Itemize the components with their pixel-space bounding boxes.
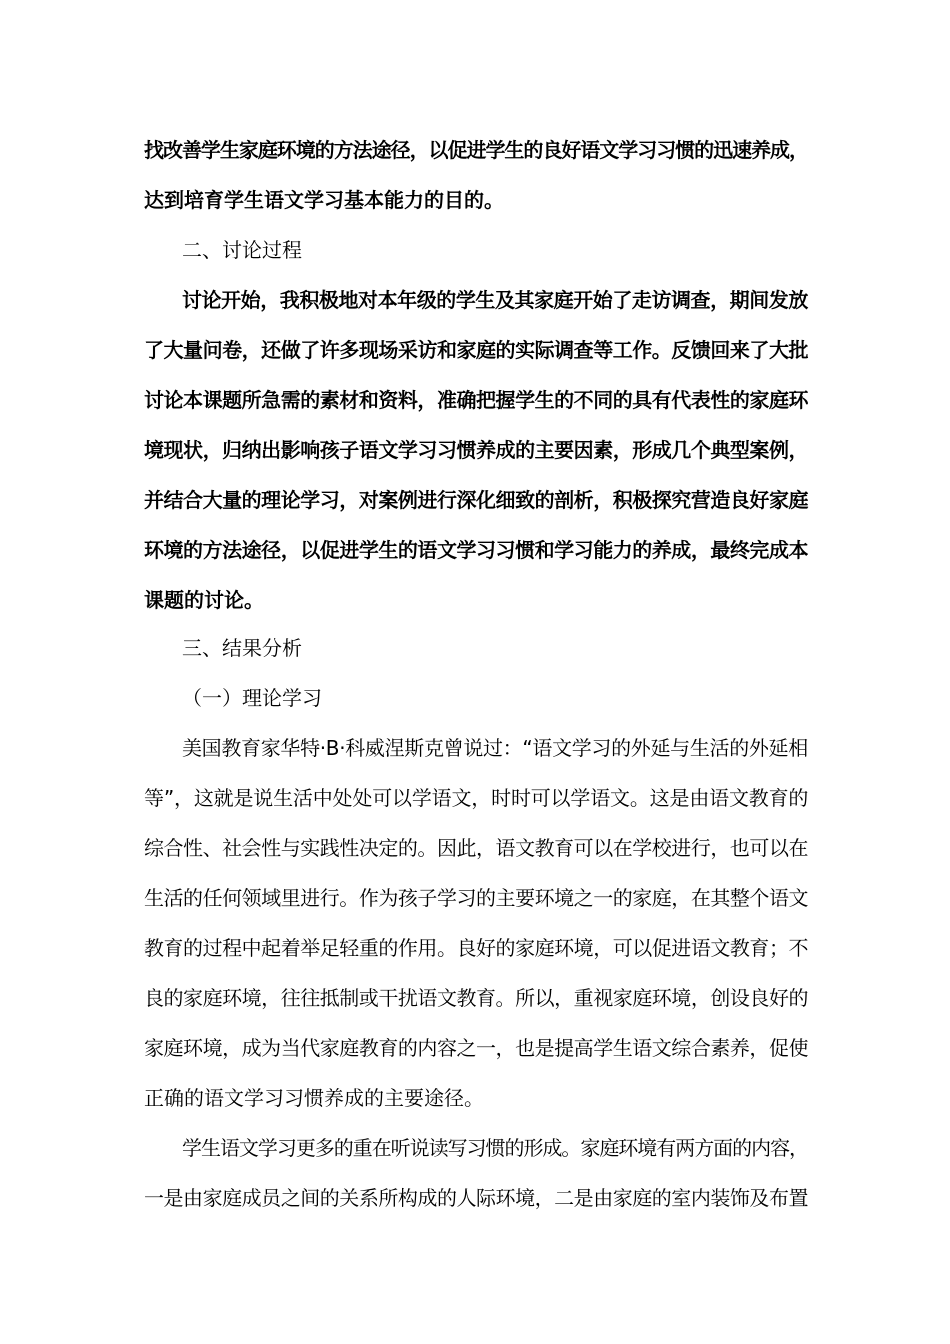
paragraph-line: 正确的语文学习习惯养成的主要途径。	[144, 1086, 484, 1110]
paragraph-line: 境现状，归纳出影响孩子语文学习习惯养成的主要因素，形成几个典型案例，	[144, 438, 809, 462]
paragraph-line: 生活的任何领域里进行。作为孩子学习的主要环境之一的家庭，在其整个语文	[144, 886, 809, 910]
section-heading: 二、讨论过程	[182, 238, 302, 262]
paragraph-line: 课题的讨论。	[144, 588, 264, 612]
paragraph-line: 教育的过程中起着举足轻重的作用。良好的家庭环境，可以促进语文教育；不	[144, 936, 809, 960]
paragraph-line: 了大量问卷，还做了许多现场采访和家庭的实际调查等工作。反馈回来了大批	[144, 338, 809, 362]
paragraph-line: 学生语文学习更多的重在听说读写习惯的形成。家庭环境有两方面的内容，	[182, 1136, 809, 1160]
section-heading: 三、结果分析	[182, 636, 302, 660]
paragraph-line: 美国教育家华特·B·科威涅斯克曾说过：“语文学习的外延与生活的外延相	[182, 736, 808, 760]
paragraph-line: 讨论开始，我积极地对本年级的学生及其家庭开始了走访调查，期间发放	[182, 288, 808, 312]
subsection-heading: （一）理论学习	[182, 686, 322, 710]
paragraph-line: 等”，这就是说生活中处处可以学语文，时时可以学语文。这是由语文教育的	[144, 786, 809, 810]
paragraph-line: 综合性、社会性与实践性决定的。因此，语文教育可以在学校进行，也可以在	[144, 836, 809, 860]
paragraph-line: 讨论本课题所急需的素材和资料，准确把握学生的不同的具有代表性的家庭环	[144, 388, 809, 412]
paragraph-line: 达到培育学生语文学习基本能力的目的。	[144, 188, 504, 212]
paragraph-line: 环境的方法途径，以促进学生的语文学习习惯和学习能力的养成，最终完成本	[144, 538, 809, 562]
paragraph-line: 一是由家庭成员之间的关系所构成的人际环境，二是由家庭的室内装饰及布置	[144, 1186, 809, 1210]
paragraph-line: 良的家庭环境，往往抵制或干扰语文教育。所以，重视家庭环境，创设良好的	[144, 986, 809, 1010]
paragraph-line: 并结合大量的理论学习，对案例进行深化细致的剖析，积极探究营造良好家庭	[144, 488, 809, 512]
paragraph-line: 找改善学生家庭环境的方法途径，以促进学生的良好语文学习习惯的迅速养成，	[144, 138, 808, 162]
paragraph-line: 家庭环境，成为当代家庭教育的内容之一，也是提高学生语文综合素养，促使	[144, 1036, 809, 1060]
